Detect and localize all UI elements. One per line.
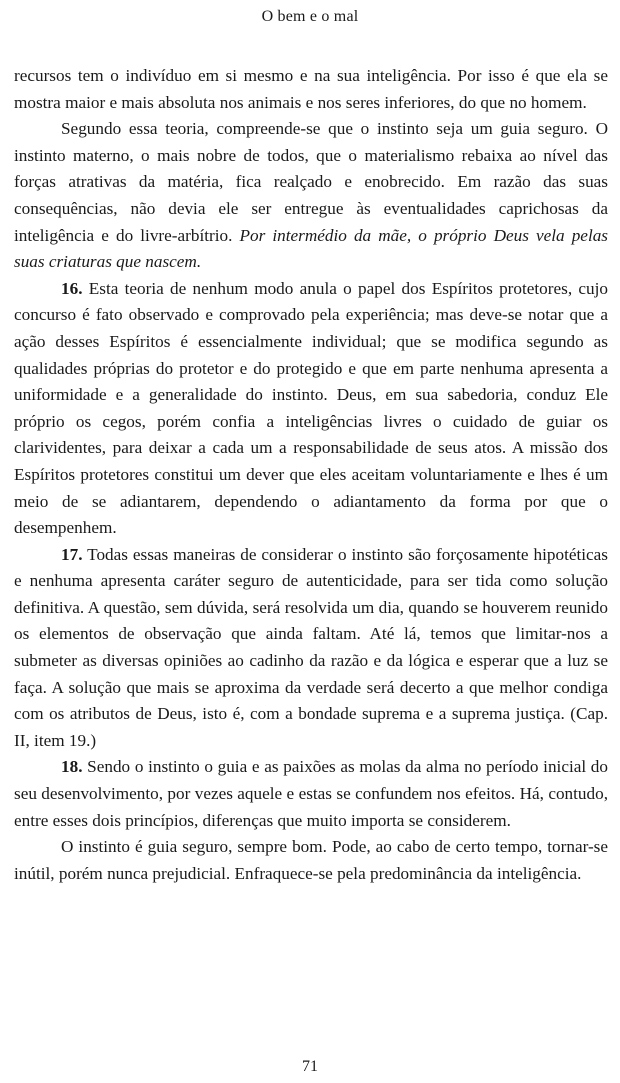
item-number-17: 17.	[61, 544, 83, 564]
paragraph-text: Segundo essa teoria, compreende-se que o instinto seja um guia seguro. O instinto materno, o mais nobre de todos, que o materialismo rebaixa ao nível das forças atrativas da matéria, fica realçado e enobrecido. Em razão das suas consequências, não devia ele ser entregue às eventualidades caprichosas da inteligência e do livre-arbítrio.	[14, 119, 608, 245]
paragraph-item-16	[14, 276, 608, 542]
paragraph-text: Todas essas maneiras de considerar o instinto são forçosamente hipotéticas e nenhuma apresenta caráter seguro de autenticidade, para ser tida como solução definitiva. A questão, sem dúvida, será resolvida um dia, quando se houverem reunido os elementos de observação que ainda faltam. Até lá, temos que limitar-nos a submeter as diversas opiniões ao cadinho da razão e da lógica e esperar que a luz se faça. A solução que mais se aproxima da verdade será decerto a que melhor condiga com os atributos de Deus, isto é, com a bondade suprema e a suprema justiça. (Cap. II, item 19.)	[14, 544, 608, 750]
italic-emphasis: Por intermédio da mãe, o próprio Deus vela pelas suas criaturas que nascem.	[14, 225, 608, 272]
running-header: O bem e o mal	[261, 8, 359, 25]
paragraph-text: Sendo o instinto o guia e as paixões as molas da alma no período inicial do seu desenvolvimento, por vezes aquele e estas se confundem nos efeitos. Há, contudo, entre esses dois princípios, diferenças que muito importa se considerem.	[14, 757, 608, 830]
body-text	[14, 63, 608, 887]
paragraph-text: Esta teoria de nenhum modo anula o papel dos Espíritos protetores, cujo concurso é fato observado e comprovado pela experiência; mas deve-se notar que a ação desses Espíritos é essencialmente individual; que se modifica segundo as qualidades próprias do protetor e do protegido e que em parte nenhuma apresenta a uniformidade e a generalidade do instinto. Deus, em sua sabedoria, conduz Ele próprio os cegos, porém confia a inteligências livres o cuidado de guiar os clarividentes, para deixar a cada um a responsabilidade de seus atos. A missão dos Espíritos protetores constitui um dever que eles aceitam voluntariamente e lhes é um meio de se adiantarem, dependendo o adiantamento da forma por que o desempenhem.	[14, 278, 608, 538]
paragraph-instinct-guide: O instinto é guia seguro, sempre bom. Pode, ao cabo de certo tempo, tornar-se inútil, porém nunca prejudicial. Enfraquece-se pela predominância da inteligência.	[14, 837, 608, 883]
page-number: 71	[302, 1058, 318, 1075]
paragraph-item-17	[14, 542, 608, 755]
paragraph-item-18	[14, 754, 608, 834]
item-number-16: 16.	[61, 278, 83, 298]
paragraph-continuation: recursos tem o indivíduo em si mesmo e na sua inteligência. Por isso é que ela se mostra maior e mais absoluta nos animais e nos seres inferiores, do que no homem.	[14, 66, 608, 112]
item-number-18: 18.	[61, 757, 83, 777]
paragraph-maternal-instinct	[14, 116, 608, 276]
